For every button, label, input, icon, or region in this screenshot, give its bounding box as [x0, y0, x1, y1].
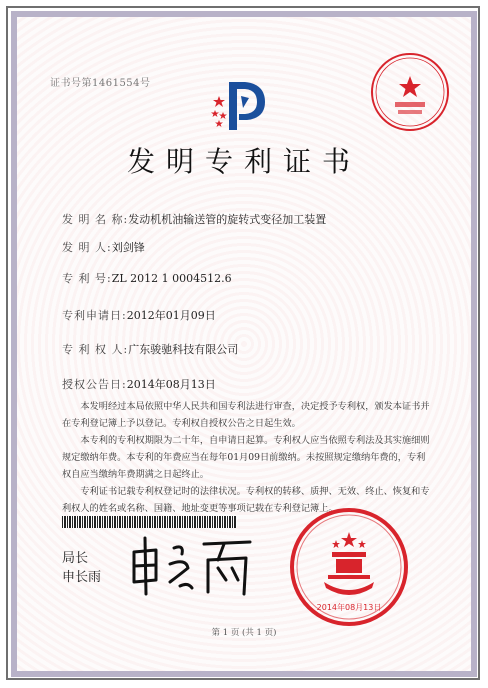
- director-name: 申长雨: [62, 570, 102, 585]
- body-paragraph-1: 本发明经过本局依照中华人民共和国专利法进行审查，决定授予专利权，颁发本证书并在专利登记簿上予以登记。专利权自授权公告之日起生效。: [62, 401, 430, 429]
- patent-number-label: 专 利 号:: [62, 272, 112, 285]
- patentee-label: 专 利 权 人:: [62, 343, 129, 356]
- body-paragraph-3: 专利证书记载专利权登记时的法律状况。专利权的转移、质押、无效、终止、恢复和专利权人的姓名或名称、国籍、地址变更等事项记载在专利登记簿上。: [62, 486, 430, 514]
- grant-date-value: 2014年08月13日: [126, 378, 216, 391]
- office-seal: [288, 506, 410, 628]
- inventor-row: [62, 239, 145, 255]
- invention-name-row: [62, 211, 326, 227]
- handwritten-signature: [126, 530, 256, 600]
- filing-date-value: 2012年01月09日: [126, 309, 216, 322]
- patentee-value: 广东骏驰科技有限公司: [128, 343, 239, 356]
- certificate-number: 证书号第1461554号: [50, 78, 151, 89]
- grant-date-row: [62, 376, 216, 392]
- certificate-body: [62, 398, 432, 517]
- director-title: 局长: [62, 551, 89, 566]
- certificate-title: 发明专利证书: [126, 145, 361, 178]
- filing-date-row: [62, 307, 216, 323]
- patent-number-row: [62, 270, 232, 286]
- body-paragraph-2: 本专利的专利权期限为二十年，自申请日起算。专利权人应当依照专利法及其实施细则规定缴纳年费。本专利的年费应当在每年01月09日前缴纳。未按照规定缴纳年费的，专利权自应当缴纳年费期满之日起终止。: [62, 435, 430, 480]
- filing-date-label: 专利申请日:: [62, 309, 127, 322]
- barcode: [62, 516, 237, 528]
- patentee-row: [62, 341, 238, 357]
- page-footer: 第 1 页 (共 1 页): [211, 628, 277, 638]
- invention-name-value: 发动机机油输送管的旋转式变径加工装置: [128, 213, 327, 226]
- agency-seal: [368, 50, 452, 134]
- cnipa-logo: [207, 74, 271, 134]
- invention-name-label: 发 明 名 称:: [62, 213, 129, 226]
- patent-number-value: ZL 2012 1 0004512.6: [111, 272, 232, 285]
- seal-date: 2014年08月13日: [316, 603, 382, 612]
- inventor-value: 刘剑锋: [111, 241, 145, 254]
- inventor-label: 发 明 人:: [62, 241, 112, 254]
- grant-date-label: 授权公告日:: [62, 378, 127, 391]
